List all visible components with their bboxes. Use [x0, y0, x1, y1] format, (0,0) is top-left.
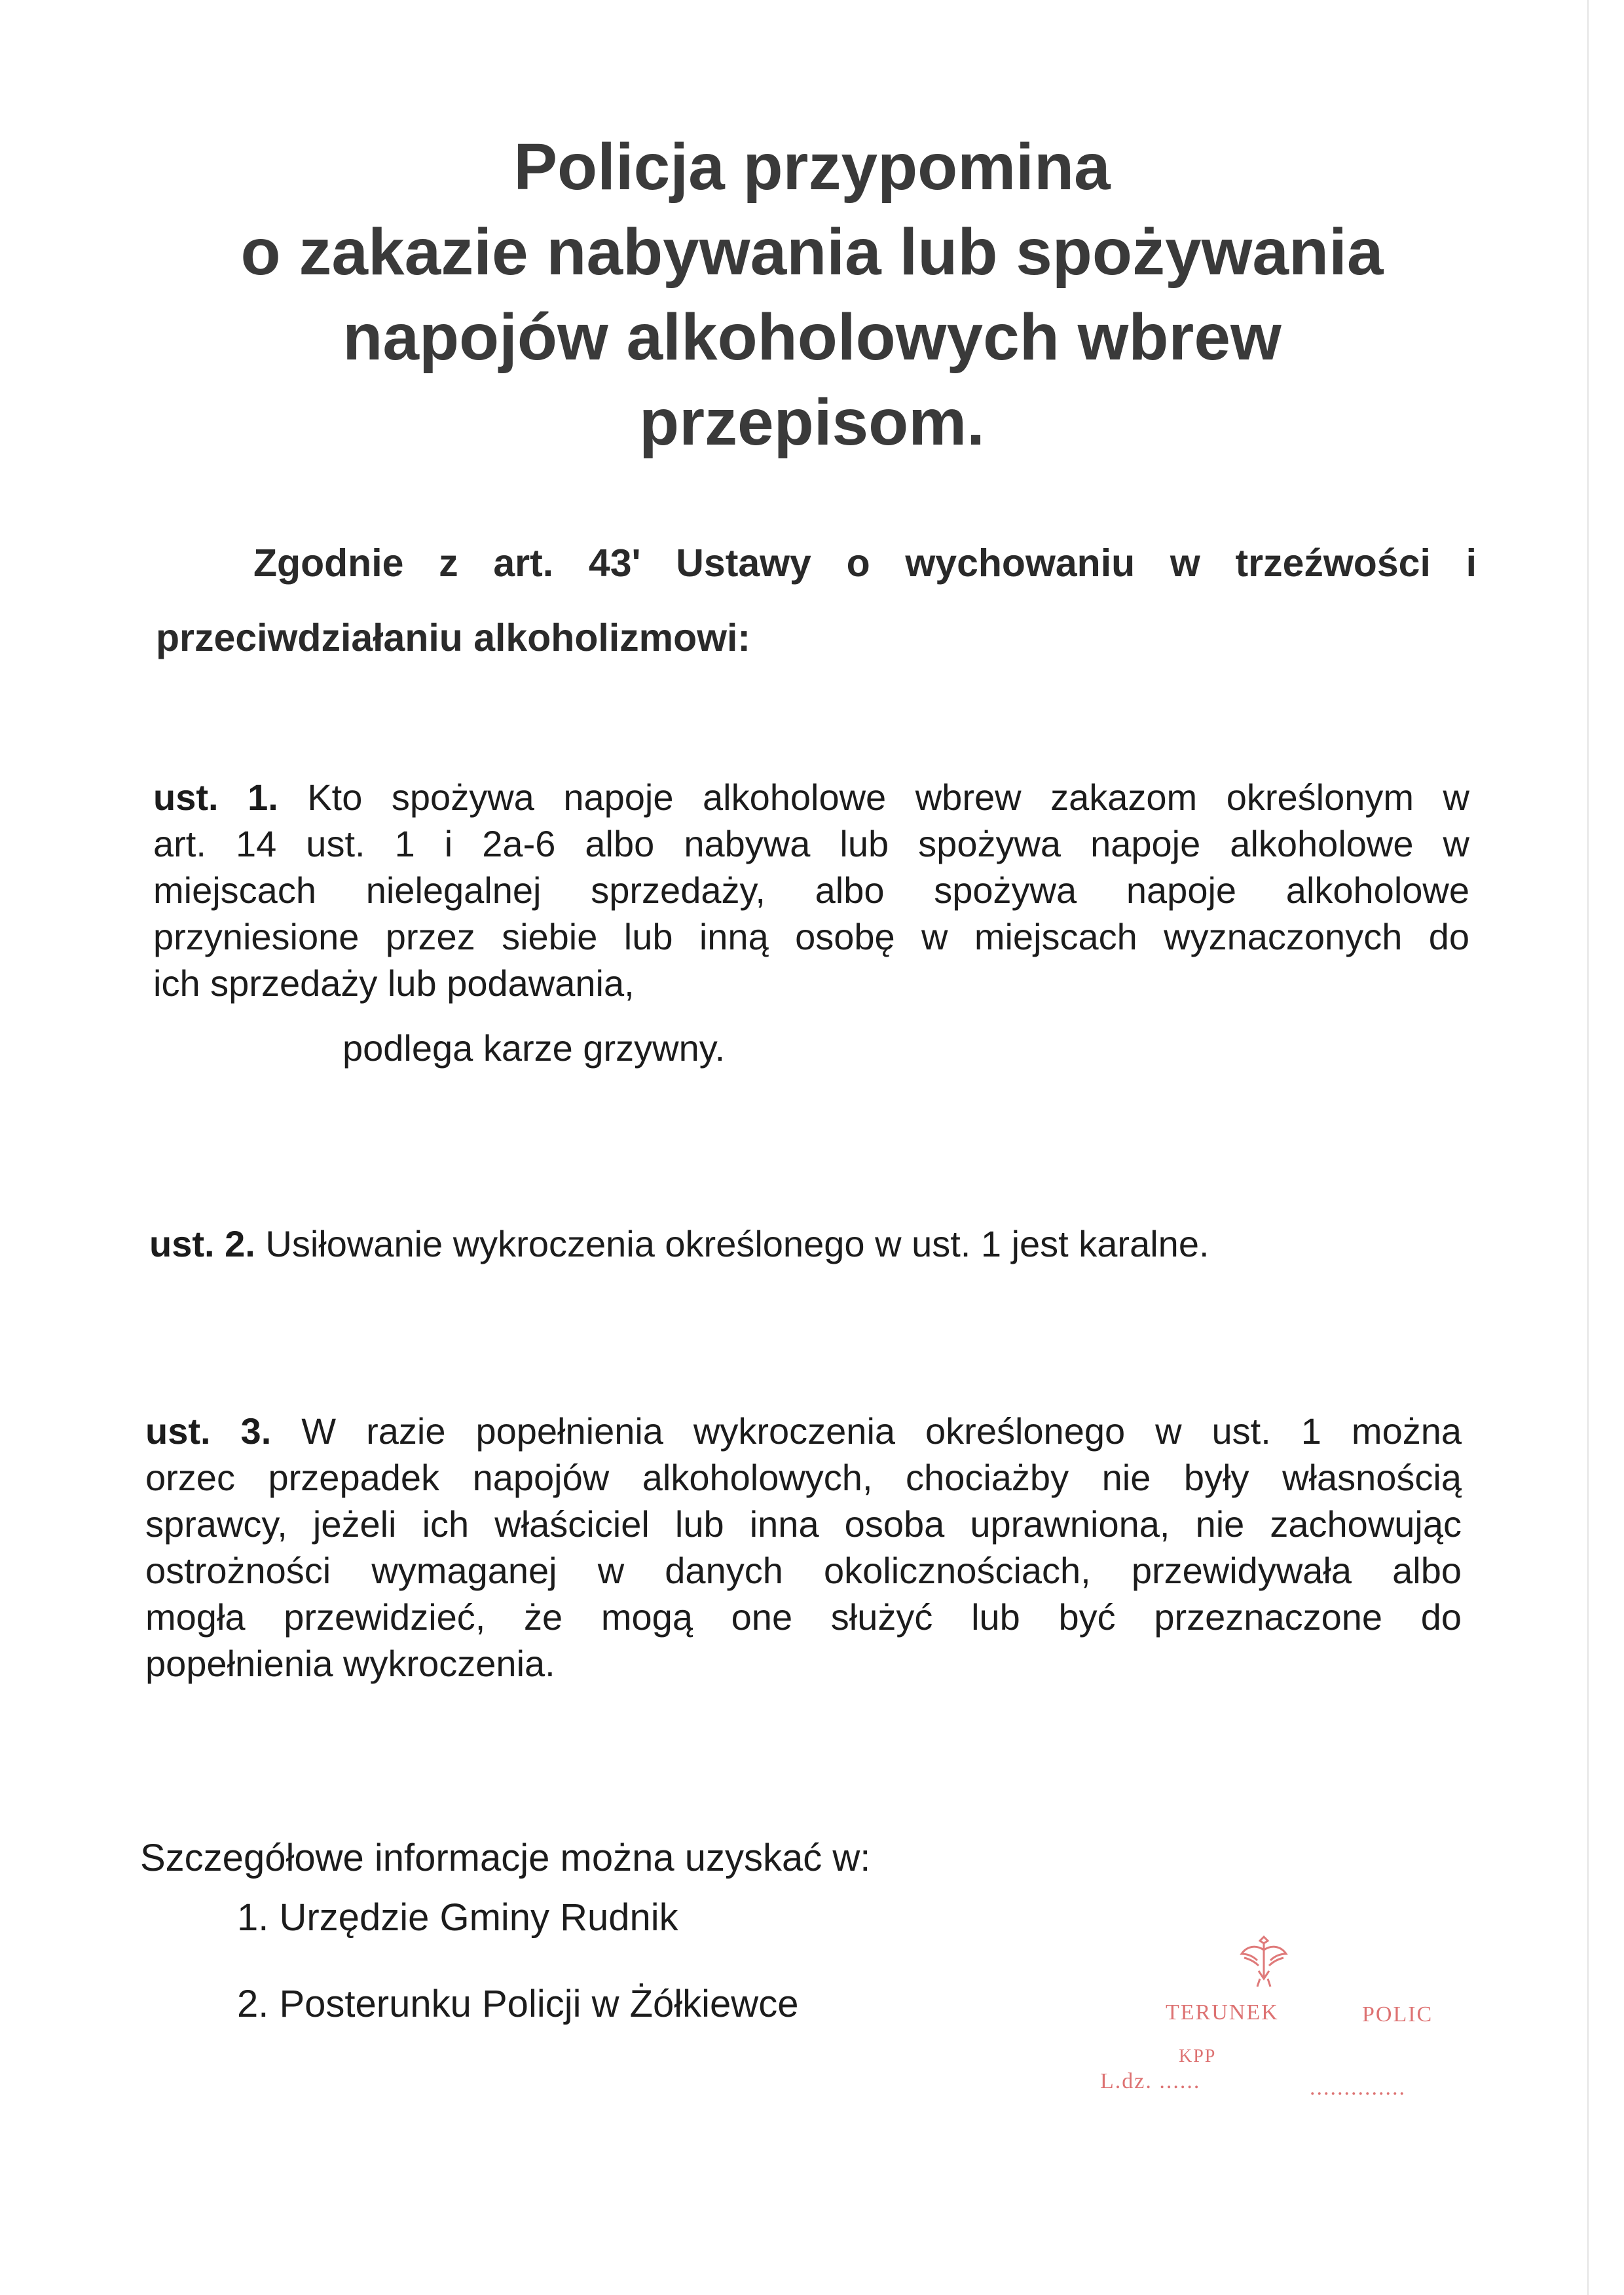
ust2-line: [149, 1221, 1209, 1267]
paragraph-ust-1: [153, 774, 1469, 1006]
ust3-label: ust. 3.: [145, 1410, 272, 1452]
stamp-text-2: POLIC: [1362, 2002, 1433, 2027]
info-heading: Szczegółowe informacje można uzyskać w:: [140, 1837, 871, 1879]
eagle-emblem-icon: [1238, 1932, 1290, 1991]
paragraph-ust-2: [149, 1221, 1209, 1267]
ust3-line-1: W razie popełnienia wykroczenia określonego w ust. 1 można: [301, 1410, 1462, 1452]
stamp-text-5: ..............: [1310, 2076, 1406, 2100]
ust1-line-3: miejscach nielegalnej sprzedaży, albo spożywa napoje alkoholowe: [153, 870, 1469, 911]
ust2-label: ust. 2.: [149, 1223, 255, 1264]
ust3-line-4: ostrożności wymaganej w danych okolicznościach, przewidywała albo: [145, 1550, 1462, 1591]
paragraph-ust-3: [145, 1408, 1462, 1687]
ust3-line-3: sprawcy, jeżeli ich właściciel lub inna osoba uprawniona, nie zachowując: [145, 1503, 1462, 1545]
stamp-text-4: L.dz. ......: [1100, 2069, 1201, 2093]
ust3-line-5: mogła przewidzieć, że mogą one służyć lub być przeznaczone do: [145, 1596, 1462, 1638]
stamp-text-1: TERUNEK: [1166, 2000, 1279, 2025]
info-item-1: 1. Urzędzie Gminy Rudnik: [237, 1896, 678, 1939]
ust1-line-1: Kto spożywa napoje alkoholowe wbrew zakazom określonym w: [307, 777, 1469, 818]
title-line-2: o zakazie nabywania lub spożywania: [240, 215, 1384, 289]
info-item-2: 2. Posterunku Policji w Żółkiewce: [237, 1983, 799, 2025]
title-line-3: napojów alkoholowych wbrew: [342, 301, 1282, 374]
ust1-line-4: przyniesione przez siebie lub inną osobę w miejscach wyznaczonych do: [153, 916, 1469, 957]
intro-line-2: przeciwdziałaniu alkoholizmowi:: [156, 616, 751, 659]
ust1-penalty: podlega karze grzywny.: [342, 1027, 726, 1069]
ust3-first-line: [145, 1408, 1462, 1454]
ust3-line-2: orzec przepadek napojów alkoholowych, chociażby nie były własnością: [145, 1457, 1462, 1498]
intro-line-1: Zgodnie z art. 43' Ustawy o wychowaniu w trzeźwości i: [253, 542, 1477, 585]
title-line-4: przepisom.: [639, 386, 985, 459]
title-line-1: Policja przypomina: [513, 130, 1111, 204]
ust2-text: Usiłowanie wykroczenia określonego w ust. 1 jest karalne.: [265, 1223, 1209, 1264]
police-stamp: [1087, 1932, 1454, 2128]
stamp-text-3: KPP: [1179, 2046, 1217, 2066]
document-title: [0, 124, 1624, 465]
ust1-line-2: art. 14 ust. 1 i 2a-6 albo nabywa lub spożywa napoje alkoholowe w: [153, 823, 1469, 864]
ust3-line-6: popełnienia wykroczenia.: [145, 1643, 555, 1684]
ust1-first-line: [153, 774, 1469, 820]
scan-edge-line: [1587, 0, 1589, 2295]
ust1-label: ust. 1.: [153, 777, 278, 818]
ust1-line-5: ich sprzedaży lub podawania,: [153, 963, 635, 1004]
